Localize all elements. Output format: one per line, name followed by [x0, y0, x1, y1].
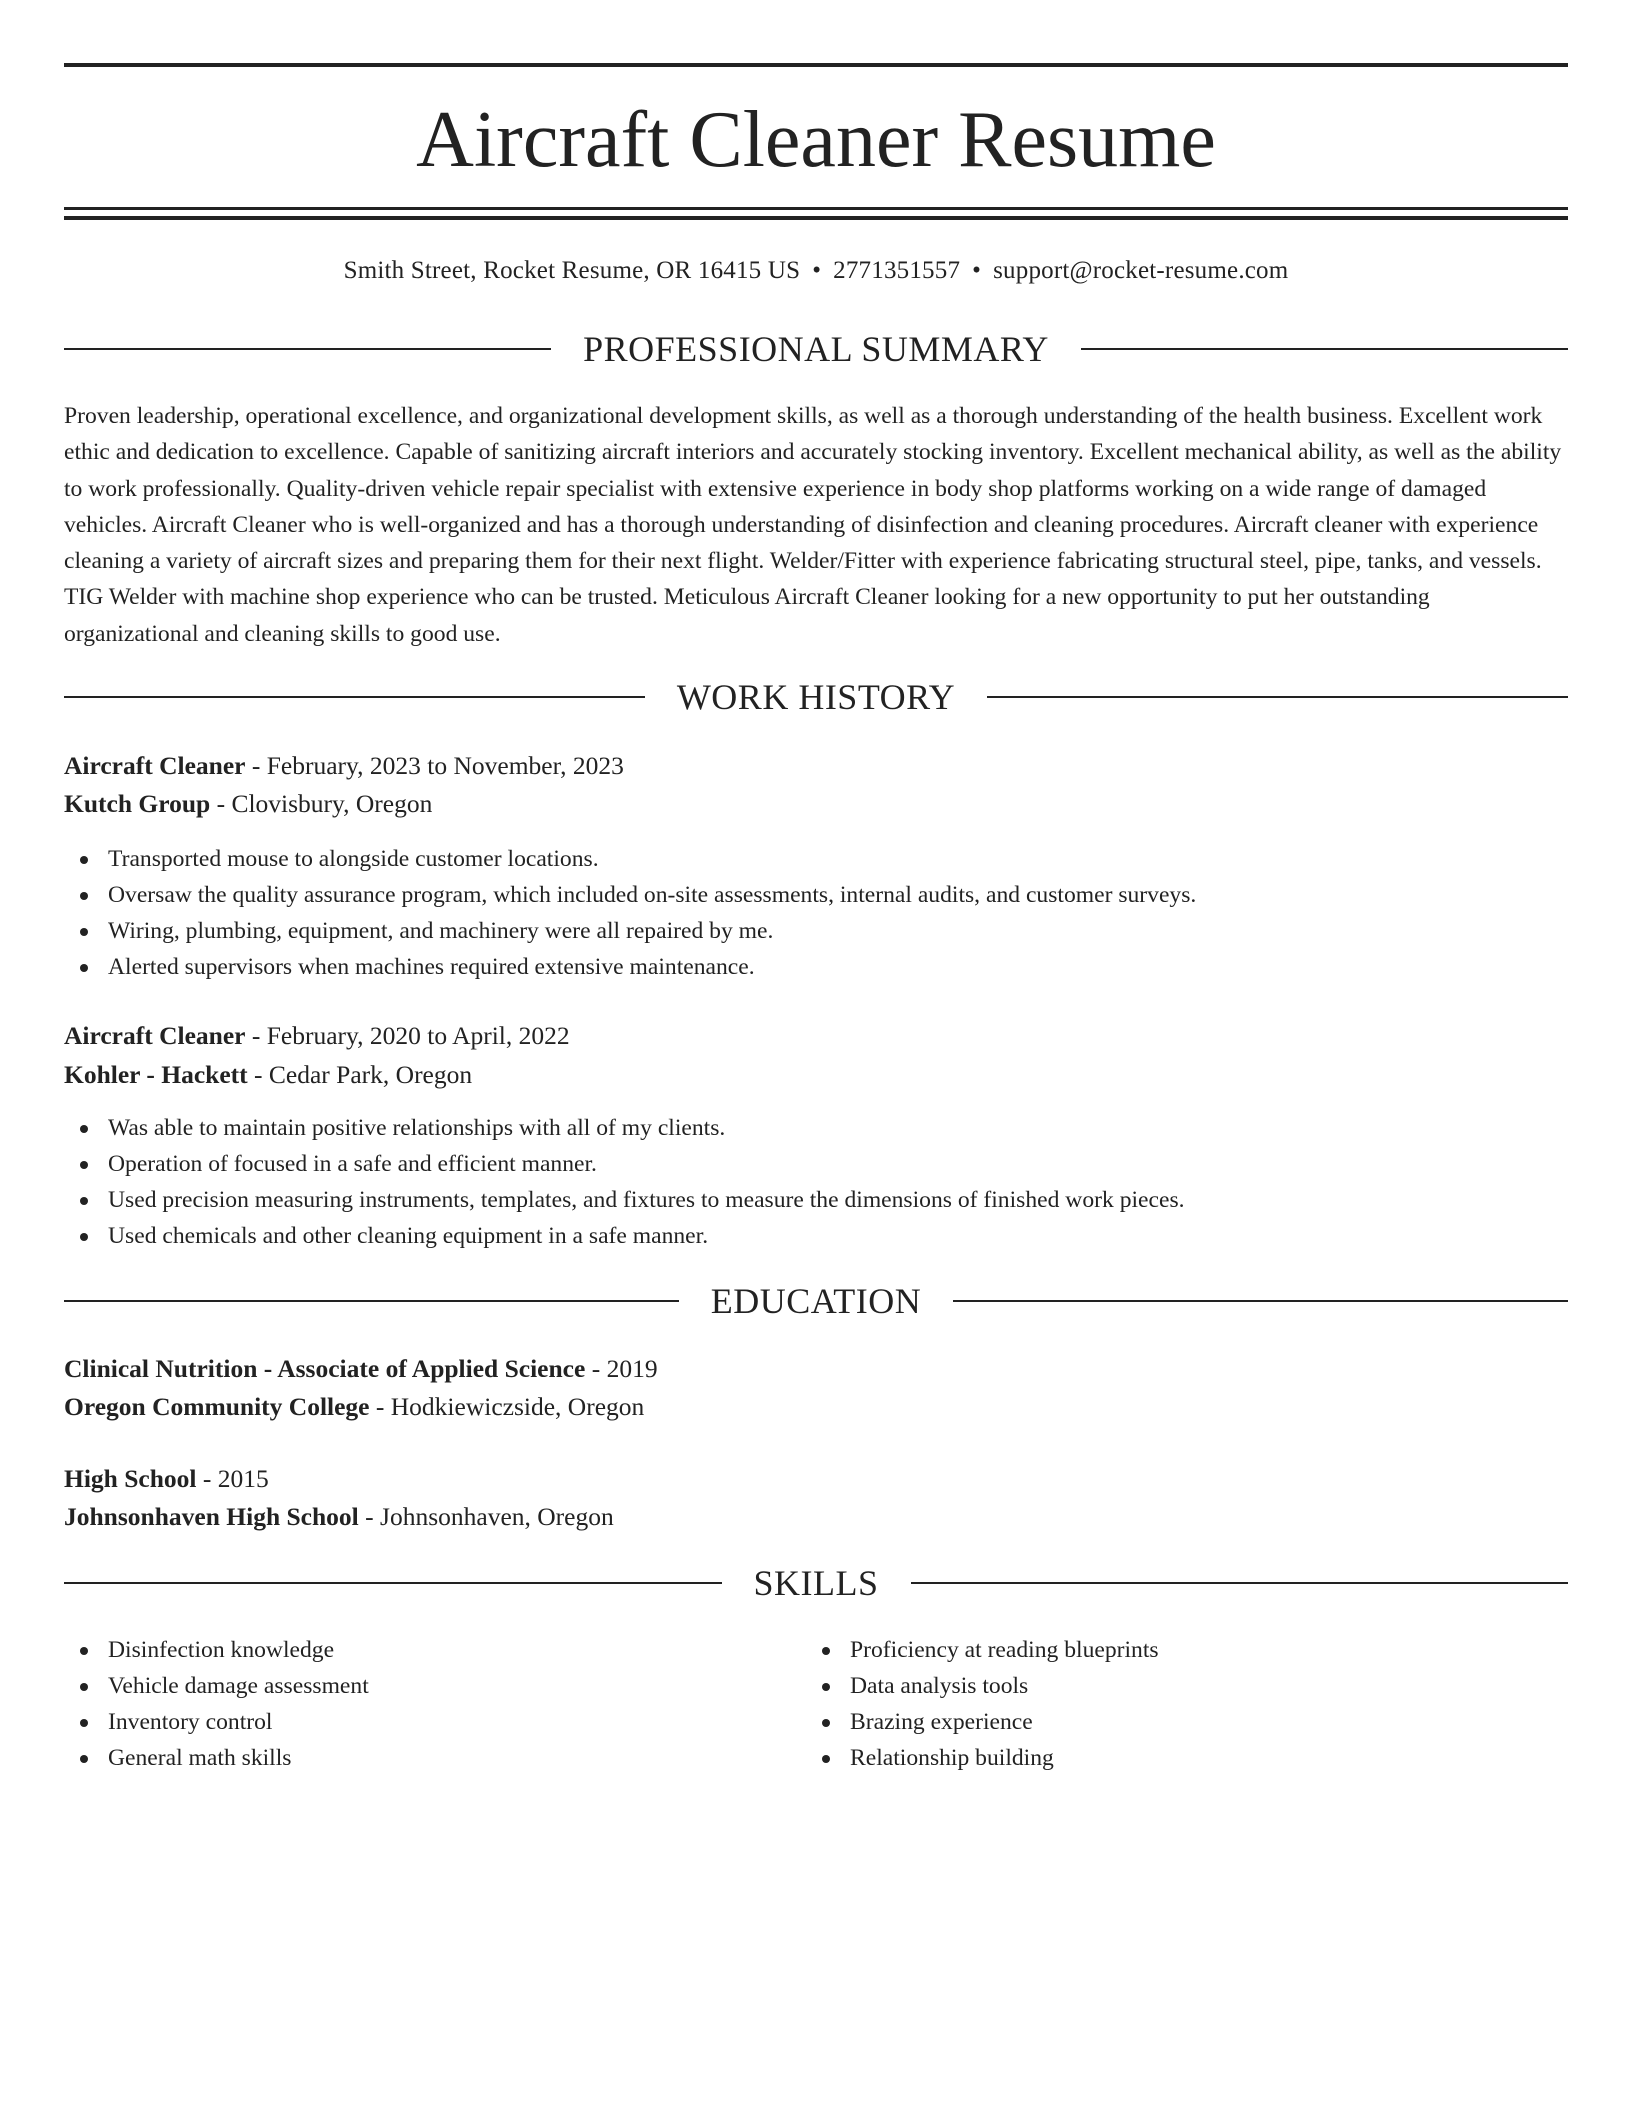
job-company: Kohler - Hackett [64, 1060, 248, 1089]
skills-heading-label: SKILLS [753, 1563, 879, 1603]
skill-item: Inventory control [64, 1704, 764, 1740]
job-location: - Cedar Park, Oregon [247, 1060, 473, 1089]
contact-phone: 2771351557 [833, 257, 961, 284]
job-title: Aircraft Cleaner [64, 1021, 246, 1050]
job-bullet-list [64, 1110, 1568, 1254]
skill-item: Relationship building [806, 1740, 1506, 1776]
resume-title: Aircraft Cleaner Resume [416, 96, 1216, 184]
heading-rule [953, 1300, 1568, 1302]
education-location: - Hodkiewiczside, Oregon [369, 1392, 645, 1421]
list-item: Alerted supervisors when machines required extensive maintenance. [64, 949, 1568, 985]
education-school: Johnsonhaven High School [64, 1502, 359, 1531]
title-double-rule [64, 207, 1568, 220]
list-item: Oversaw the quality assurance program, which included on-site assessments, internal audits, and customer surveys. [64, 877, 1568, 913]
list-item: Used precision measuring instruments, templates, and fixtures to measure the dimensions of finished work pieces. [64, 1182, 1568, 1218]
skills-section-heading [64, 1561, 1568, 1605]
education-section-heading [64, 1279, 1568, 1323]
job-company-line [64, 1056, 1568, 1094]
education-degree: Clinical Nutrition - Associate of Applied Science [64, 1354, 586, 1383]
education-location: - Johnsonhaven, Oregon [358, 1502, 614, 1531]
skill-item: Data analysis tools [806, 1668, 1506, 1704]
contact-email: support@rocket-resume.com [993, 257, 1289, 284]
education-degree: High School [64, 1464, 197, 1493]
heading-rule [64, 696, 645, 698]
skill-item: Brazing experience [806, 1704, 1506, 1740]
skills-list-left [64, 1632, 764, 1776]
skill-item: Proficiency at reading blueprints [806, 1632, 1506, 1668]
summary-paragraph: Proven leadership, operational excellence, and organizational development skills, as well as a thorough understanding of the health business. Excellent work ethic and dedication to excellence. Capable of sanitizing aircraft interiors and accurately stocking inventory. Excellent mechanical ability, as well as the ability to work professionally. Quality-driven vehicle repair specialist with extensive experience in body shop platforms working on a wide range of damaged vehicles. Aircraft Cleaner who is well-organized and has a thorough understanding of disinfection and cleaning procedures. Aircraft cleaner with experience cleaning a variety of aircraft sizes and preparing them for their next flight. Welder/Fitter with experience fabricating structural steel, pipe, tanks, and vessels. TIG Welder with machine shop experience who can be trusted. Meticulous Aircraft Cleaner looking for a new opportunity to put her outstanding organizational and cleaning skills to good use. [64, 403, 1562, 647]
heading-rule [64, 1582, 722, 1584]
job-title-line [64, 747, 1568, 785]
heading-rule [64, 1300, 679, 1302]
job-company: Kutch Group [64, 789, 211, 818]
education-year: - 2019 [585, 1354, 658, 1383]
list-item: Wiring, plumbing, equipment, and machinery were all repaired by me. [64, 913, 1568, 949]
work-section-heading [64, 675, 1568, 719]
job-dates: - February, 2023 to November, 2023 [245, 751, 624, 780]
heading-rule [1081, 348, 1568, 350]
job-bullet-list [64, 841, 1568, 985]
summary-heading-label: PROFESSIONAL SUMMARY [583, 329, 1049, 369]
job-company-line [64, 785, 1568, 823]
contact-separator: • [812, 257, 822, 284]
education-year: - 2015 [196, 1464, 269, 1493]
list-item: Used chemicals and other cleaning equipment in a safe manner. [64, 1218, 1568, 1254]
job-location: - Clovisbury, Oregon [210, 789, 433, 818]
summary-section-heading [64, 327, 1568, 371]
contact-line [64, 254, 1568, 288]
heading-rule [64, 348, 551, 350]
list-item: Transported mouse to alongside customer locations. [64, 841, 1568, 877]
list-item: Operation of focused in a safe and efficient manner. [64, 1146, 1568, 1182]
job-title: Aircraft Cleaner [64, 751, 246, 780]
heading-rule [911, 1582, 1569, 1584]
contact-address: Smith Street, Rocket Resume, OR 16415 US [343, 257, 801, 284]
skill-item: General math skills [64, 1740, 764, 1776]
contact-separator: • [972, 257, 982, 284]
education-school: Oregon Community College [64, 1392, 370, 1421]
job-dates: - February, 2020 to April, 2022 [245, 1021, 570, 1050]
education-heading-label: EDUCATION [710, 1281, 922, 1321]
education-school-line [64, 1498, 1568, 1536]
skills-list-right [806, 1632, 1506, 1776]
education-degree-line [64, 1460, 1568, 1498]
skill-item: Disinfection knowledge [64, 1632, 764, 1668]
education-degree-line [64, 1350, 1568, 1388]
job-title-line [64, 1017, 1568, 1055]
education-school-line [64, 1388, 1568, 1426]
heading-rule [987, 696, 1568, 698]
skill-item: Vehicle damage assessment [64, 1668, 764, 1704]
work-heading-label: WORK HISTORY [676, 677, 956, 717]
top-rule [64, 63, 1568, 67]
list-item: Was able to maintain positive relationships with all of my clients. [64, 1110, 1568, 1146]
